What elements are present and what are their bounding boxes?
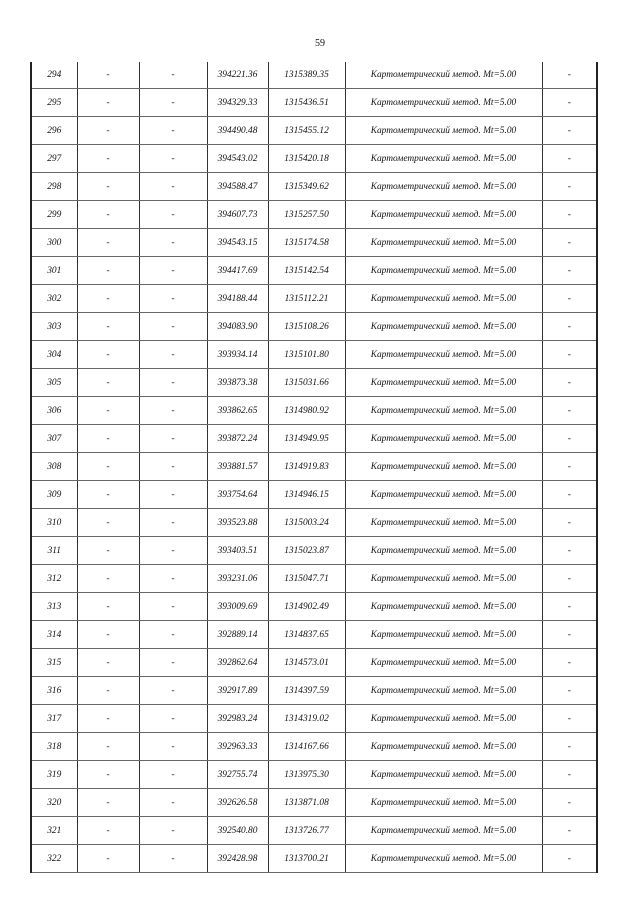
page-number: 59 — [315, 38, 325, 49]
table-row — [31, 313, 597, 341]
x-coordinate-cell: 393231.06 — [207, 565, 268, 593]
y-coordinate-cell: 1315174.58 — [268, 229, 345, 257]
empty-cell: - — [542, 845, 597, 873]
y-coordinate-cell: 1315112.21 — [268, 285, 345, 313]
empty-cell: - — [542, 621, 597, 649]
y-coordinate-cell: 1314837.65 — [268, 621, 345, 649]
table-row — [31, 453, 597, 481]
empty-cell: - — [139, 117, 207, 145]
empty-cell: - — [77, 509, 139, 537]
y-coordinate-cell: 1313975.30 — [268, 761, 345, 789]
x-coordinate-cell: 394329.33 — [207, 89, 268, 117]
method-cell: Картометрический метод. Mt=5.00 — [345, 425, 542, 453]
empty-cell: - — [77, 817, 139, 845]
empty-cell: - — [542, 62, 597, 89]
method-cell: Картометрический метод. Mt=5.00 — [345, 201, 542, 229]
method-cell: Картометрический метод. Mt=5.00 — [345, 313, 542, 341]
method-cell: Картометрический метод. Mt=5.00 — [345, 677, 542, 705]
table-row — [31, 145, 597, 173]
table-row — [31, 425, 597, 453]
x-coordinate-cell: 394417.69 — [207, 257, 268, 285]
empty-cell: - — [139, 62, 207, 89]
table-row — [31, 341, 597, 369]
empty-cell: - — [77, 621, 139, 649]
empty-cell: - — [139, 481, 207, 509]
point-number-cell: 308 — [31, 453, 77, 481]
point-number-cell: 321 — [31, 817, 77, 845]
method-cell: Картометрический метод. Mt=5.00 — [345, 369, 542, 397]
table-row — [31, 845, 597, 873]
point-number-cell: 310 — [31, 509, 77, 537]
y-coordinate-cell: 1314949.95 — [268, 425, 345, 453]
table-body — [31, 62, 597, 873]
table-row — [31, 789, 597, 817]
empty-cell: - — [77, 145, 139, 173]
y-coordinate-cell: 1315101.80 — [268, 341, 345, 369]
x-coordinate-cell: 392889.14 — [207, 621, 268, 649]
point-number-cell: 298 — [31, 173, 77, 201]
point-number-cell: 295 — [31, 89, 77, 117]
empty-cell: - — [139, 537, 207, 565]
empty-cell: - — [77, 285, 139, 313]
x-coordinate-cell: 394490.48 — [207, 117, 268, 145]
point-number-cell: 315 — [31, 649, 77, 677]
empty-cell: - — [139, 257, 207, 285]
method-cell: Картометрический метод. Mt=5.00 — [345, 89, 542, 117]
method-cell: Картометрический метод. Mt=5.00 — [345, 481, 542, 509]
empty-cell: - — [77, 593, 139, 621]
empty-cell: - — [77, 369, 139, 397]
table-row — [31, 397, 597, 425]
table-row — [31, 89, 597, 117]
empty-cell: - — [77, 201, 139, 229]
y-coordinate-cell: 1315023.87 — [268, 537, 345, 565]
empty-cell: - — [542, 453, 597, 481]
empty-cell: - — [542, 733, 597, 761]
y-coordinate-cell: 1315436.51 — [268, 89, 345, 117]
point-number-cell: 317 — [31, 705, 77, 733]
point-number-cell: 309 — [31, 481, 77, 509]
y-coordinate-cell: 1314397.59 — [268, 677, 345, 705]
empty-cell: - — [542, 509, 597, 537]
empty-cell: - — [77, 845, 139, 873]
empty-cell: - — [139, 817, 207, 845]
x-coordinate-cell: 392626.58 — [207, 789, 268, 817]
point-number-cell: 318 — [31, 733, 77, 761]
empty-cell: - — [542, 565, 597, 593]
method-cell: Картометрический метод. Mt=5.00 — [345, 649, 542, 677]
point-number-cell: 296 — [31, 117, 77, 145]
empty-cell: - — [542, 425, 597, 453]
y-coordinate-cell: 1315031.66 — [268, 369, 345, 397]
method-cell: Картометрический метод. Mt=5.00 — [345, 145, 542, 173]
method-cell: Картометрический метод. Mt=5.00 — [345, 257, 542, 285]
y-coordinate-cell: 1314319.02 — [268, 705, 345, 733]
empty-cell: - — [542, 257, 597, 285]
table-row — [31, 117, 597, 145]
method-cell: Картометрический метод. Mt=5.00 — [345, 817, 542, 845]
empty-cell: - — [77, 649, 139, 677]
method-cell: Картометрический метод. Mt=5.00 — [345, 173, 542, 201]
x-coordinate-cell: 392755.74 — [207, 761, 268, 789]
empty-cell: - — [139, 341, 207, 369]
table-row — [31, 537, 597, 565]
empty-cell: - — [542, 117, 597, 145]
empty-cell: - — [77, 173, 139, 201]
empty-cell: - — [139, 201, 207, 229]
empty-cell: - — [77, 733, 139, 761]
point-number-cell: 306 — [31, 397, 77, 425]
empty-cell: - — [139, 649, 207, 677]
y-coordinate-cell: 1315389.35 — [268, 62, 345, 89]
method-cell: Картометрический метод. Mt=5.00 — [345, 285, 542, 313]
table-row — [31, 761, 597, 789]
y-coordinate-cell: 1315420.18 — [268, 145, 345, 173]
method-cell: Картометрический метод. Mt=5.00 — [345, 705, 542, 733]
y-coordinate-cell: 1313726.77 — [268, 817, 345, 845]
point-number-cell: 299 — [31, 201, 77, 229]
point-number-cell: 294 — [31, 62, 77, 89]
table-row — [31, 509, 597, 537]
y-coordinate-cell: 1315047.71 — [268, 565, 345, 593]
point-number-cell: 303 — [31, 313, 77, 341]
table-row — [31, 677, 597, 705]
x-coordinate-cell: 393862.65 — [207, 397, 268, 425]
empty-cell: - — [542, 229, 597, 257]
empty-cell: - — [77, 341, 139, 369]
x-coordinate-cell: 392428.98 — [207, 845, 268, 873]
method-cell: Картометрический метод. Mt=5.00 — [345, 453, 542, 481]
table-row — [31, 733, 597, 761]
table-row — [31, 173, 597, 201]
point-number-cell: 314 — [31, 621, 77, 649]
point-number-cell: 311 — [31, 537, 77, 565]
empty-cell: - — [139, 789, 207, 817]
empty-cell: - — [139, 173, 207, 201]
y-coordinate-cell: 1314919.83 — [268, 453, 345, 481]
x-coordinate-cell: 392862.64 — [207, 649, 268, 677]
empty-cell: - — [77, 425, 139, 453]
empty-cell: - — [542, 789, 597, 817]
empty-cell: - — [77, 117, 139, 145]
table-row — [31, 369, 597, 397]
table-row — [31, 229, 597, 257]
method-cell: Картометрический метод. Mt=5.00 — [345, 621, 542, 649]
x-coordinate-cell: 394607.73 — [207, 201, 268, 229]
table-row — [31, 62, 597, 89]
table-row — [31, 201, 597, 229]
empty-cell: - — [77, 537, 139, 565]
empty-cell: - — [77, 789, 139, 817]
empty-cell: - — [139, 845, 207, 873]
y-coordinate-cell: 1314167.66 — [268, 733, 345, 761]
empty-cell: - — [139, 593, 207, 621]
empty-cell: - — [139, 677, 207, 705]
empty-cell: - — [542, 397, 597, 425]
empty-cell: - — [139, 285, 207, 313]
method-cell: Картометрический метод. Mt=5.00 — [345, 733, 542, 761]
point-number-cell: 313 — [31, 593, 77, 621]
x-coordinate-cell: 392540.80 — [207, 817, 268, 845]
table-row — [31, 565, 597, 593]
method-cell: Картометрический метод. Mt=5.00 — [345, 593, 542, 621]
x-coordinate-cell: 393934.14 — [207, 341, 268, 369]
coordinates-table — [30, 62, 598, 873]
method-cell: Картометрический метод. Mt=5.00 — [345, 229, 542, 257]
x-coordinate-cell: 393881.57 — [207, 453, 268, 481]
empty-cell: - — [139, 397, 207, 425]
empty-cell: - — [77, 229, 139, 257]
table-row — [31, 705, 597, 733]
empty-cell: - — [139, 145, 207, 173]
point-number-cell: 312 — [31, 565, 77, 593]
x-coordinate-cell: 392917.89 — [207, 677, 268, 705]
empty-cell: - — [77, 481, 139, 509]
x-coordinate-cell: 392983.24 — [207, 705, 268, 733]
empty-cell: - — [542, 481, 597, 509]
point-number-cell: 307 — [31, 425, 77, 453]
point-number-cell: 322 — [31, 845, 77, 873]
y-coordinate-cell: 1315108.26 — [268, 313, 345, 341]
point-number-cell: 316 — [31, 677, 77, 705]
y-coordinate-cell: 1314946.15 — [268, 481, 345, 509]
empty-cell: - — [542, 649, 597, 677]
empty-cell: - — [139, 733, 207, 761]
empty-cell: - — [77, 677, 139, 705]
empty-cell: - — [542, 285, 597, 313]
x-coordinate-cell: 394221.36 — [207, 62, 268, 89]
table-row — [31, 649, 597, 677]
y-coordinate-cell: 1314573.01 — [268, 649, 345, 677]
empty-cell: - — [542, 761, 597, 789]
point-number-cell: 297 — [31, 145, 77, 173]
x-coordinate-cell: 394188.44 — [207, 285, 268, 313]
method-cell: Картометрический метод. Mt=5.00 — [345, 761, 542, 789]
method-cell: Картометрический метод. Mt=5.00 — [345, 117, 542, 145]
empty-cell: - — [77, 705, 139, 733]
point-number-cell: 319 — [31, 761, 77, 789]
empty-cell: - — [542, 173, 597, 201]
empty-cell: - — [139, 621, 207, 649]
empty-cell: - — [542, 537, 597, 565]
x-coordinate-cell: 393403.51 — [207, 537, 268, 565]
point-number-cell: 300 — [31, 229, 77, 257]
method-cell: Картометрический метод. Mt=5.00 — [345, 565, 542, 593]
x-coordinate-cell: 392963.33 — [207, 733, 268, 761]
x-coordinate-cell: 394083.90 — [207, 313, 268, 341]
empty-cell: - — [139, 425, 207, 453]
y-coordinate-cell: 1315142.54 — [268, 257, 345, 285]
empty-cell: - — [542, 145, 597, 173]
y-coordinate-cell: 1315003.24 — [268, 509, 345, 537]
table-row — [31, 593, 597, 621]
empty-cell: - — [77, 761, 139, 789]
empty-cell: - — [139, 761, 207, 789]
y-coordinate-cell: 1314902.49 — [268, 593, 345, 621]
empty-cell: - — [139, 89, 207, 117]
x-coordinate-cell: 393872.24 — [207, 425, 268, 453]
empty-cell: - — [542, 677, 597, 705]
empty-cell: - — [77, 313, 139, 341]
table-row — [31, 817, 597, 845]
empty-cell: - — [542, 313, 597, 341]
empty-cell: - — [77, 565, 139, 593]
empty-cell: - — [542, 817, 597, 845]
empty-cell: - — [77, 62, 139, 89]
empty-cell: - — [139, 229, 207, 257]
method-cell: Картометрический метод. Mt=5.00 — [345, 537, 542, 565]
point-number-cell: 304 — [31, 341, 77, 369]
empty-cell: - — [542, 593, 597, 621]
point-number-cell: 320 — [31, 789, 77, 817]
method-cell: Картометрический метод. Mt=5.00 — [345, 341, 542, 369]
empty-cell: - — [139, 369, 207, 397]
empty-cell: - — [139, 705, 207, 733]
x-coordinate-cell: 394588.47 — [207, 173, 268, 201]
y-coordinate-cell: 1315257.50 — [268, 201, 345, 229]
y-coordinate-cell: 1313700.21 — [268, 845, 345, 873]
method-cell: Картометрический метод. Mt=5.00 — [345, 845, 542, 873]
y-coordinate-cell: 1314980.92 — [268, 397, 345, 425]
method-cell: Картометрический метод. Mt=5.00 — [345, 62, 542, 89]
y-coordinate-cell: 1315349.62 — [268, 173, 345, 201]
empty-cell: - — [77, 89, 139, 117]
point-number-cell: 302 — [31, 285, 77, 313]
x-coordinate-cell: 394543.02 — [207, 145, 268, 173]
empty-cell: - — [542, 369, 597, 397]
method-cell: Картометрический метод. Mt=5.00 — [345, 509, 542, 537]
table-row — [31, 257, 597, 285]
y-coordinate-cell: 1313871.08 — [268, 789, 345, 817]
table-row — [31, 285, 597, 313]
x-coordinate-cell: 393009.69 — [207, 593, 268, 621]
empty-cell: - — [139, 313, 207, 341]
empty-cell: - — [542, 201, 597, 229]
point-number-cell: 301 — [31, 257, 77, 285]
empty-cell: - — [139, 509, 207, 537]
x-coordinate-cell: 394543.15 — [207, 229, 268, 257]
x-coordinate-cell: 393873.38 — [207, 369, 268, 397]
y-coordinate-cell: 1315455.12 — [268, 117, 345, 145]
empty-cell: - — [77, 453, 139, 481]
empty-cell: - — [542, 705, 597, 733]
x-coordinate-cell: 393523.88 — [207, 509, 268, 537]
table-row — [31, 481, 597, 509]
table-row — [31, 621, 597, 649]
method-cell: Картометрический метод. Mt=5.00 — [345, 789, 542, 817]
empty-cell: - — [77, 397, 139, 425]
empty-cell: - — [542, 341, 597, 369]
empty-cell: - — [139, 565, 207, 593]
empty-cell: - — [542, 89, 597, 117]
x-coordinate-cell: 393754.64 — [207, 481, 268, 509]
empty-cell: - — [77, 257, 139, 285]
empty-cell: - — [139, 453, 207, 481]
method-cell: Картометрический метод. Mt=5.00 — [345, 397, 542, 425]
point-number-cell: 305 — [31, 369, 77, 397]
